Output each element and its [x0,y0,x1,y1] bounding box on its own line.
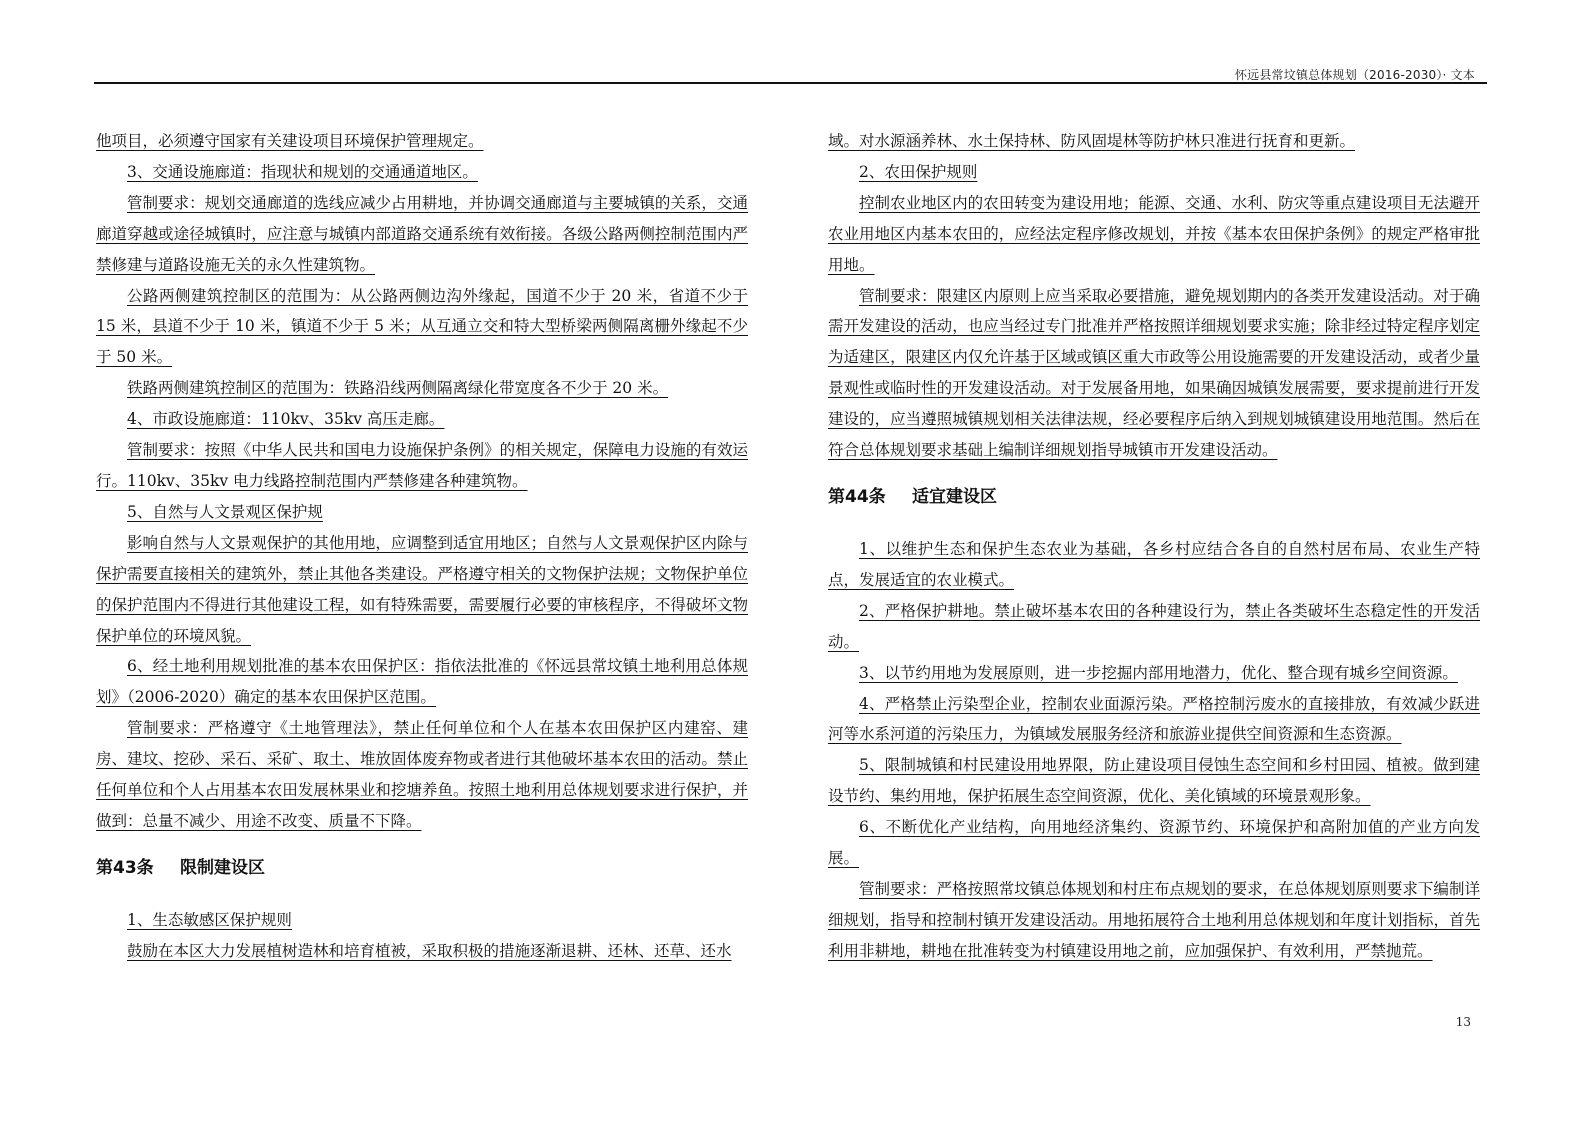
paragraph: 2、严格保护耕地。禁止破坏基本农田的各种建设行为，禁止各类破坏生态稳定性的开发活动。 [828,601,1480,651]
paragraph: 2、农田保护规则 [859,162,978,181]
paragraph: 管制要求：严格按照常坟镇总体规划和村庄布点规划的要求，在总体规划原则要求下编制详细规划，指导和控制村镇开发建设活动。用地拓展符合土地利用总体规划和年度计划指标，首先利用非耕地，耕地在批准转变为村镇建设用地之前，应加强保护、有效利用，严禁抛荒。 [828,879,1480,960]
header-rule [94,82,1487,84]
header-title: 怀远县常坟镇总体规划（2016-2030）· 文本 [1234,68,1475,82]
paragraph: 3、交通设施廊道：指现状和规划的交通通道地区。 [127,162,478,181]
section-title: 适宜建设区 [912,486,997,507]
paragraph: 管制要求：规划交通廊道的选线应减少占用耕地，并协调交通廊道与主要城镇的关系，交通廊道穿越或途径城镇时，应注意与城镇内部道路交通系统有效衔接。各级公路两侧控制范围内严禁修建与道路设施无关的永久性建筑物。 [96,193,748,274]
paragraph: 4、严格禁止污染型企业，控制农业面源污染。严格控制污废水的直接排放，有效减少跃进河等水系河道的污染压力，为镇域发展服务经济和旅游业提供空间资源和生态资源。 [828,694,1480,744]
paragraph: 6、不断优化产业结构，向用地经济集约、资源节约、环境保护和高附加值的产业方向发展。 [828,818,1480,868]
paragraph: 管制要求：按照《中华人民共和国电力设施保护条例》的相关规定，保障电力设施的有效运行。110kv、35kv 电力线路控制范围内严禁修建各种建筑物。 [96,441,748,490]
section-heading-44 [828,482,1480,512]
section-number: 第43条 [96,857,154,878]
section-title: 限制建设区 [180,857,265,878]
paragraph: 5、自然与人文景观区保护规 [127,502,323,521]
paragraph: 6、经土地利用规划批准的基本农田保护区：指依法批准的《怀远县常坟镇土地利用总体规划》（2006-2020）确定的基本农田保护区范围。 [96,657,748,707]
paragraph: 1、生态敏感区保护规则 [127,910,292,929]
paragraph: 5、限制城镇和村民建设用地界限，防止建设项目侵蚀生态空间和乡村田园、植被。做到建设节约、集约用地，保护拓展生态空间资源，优化、美化镇域的环境景观形象。 [828,756,1480,806]
left-column [96,126,748,967]
left-top-paragraphs [96,126,748,837]
section-heading-43 [96,853,748,883]
paragraph: 公路两侧建筑控制区的范围为：从公路两侧边沟外缘起，国道不少于 20 米，省道不少于 15 米，县道不少于 10 米，镇道不少于 5 米；从互通立交和特大型桥梁两侧隔离栅外缘起不少于 50 米。 [96,286,748,367]
left-bottom-paragraphs [96,905,748,967]
right-column [828,126,1480,967]
paragraph: 铁路两侧建筑控制区的范围为：铁路沿线两侧隔离绿化带宽度各不少于 20 米。 [127,379,669,398]
page-number: 13 [1455,1015,1471,1029]
paragraph: 域。对水源涵养林、水土保持林、防风固堤林等防护林只准进行抚育和更新。 [828,132,1356,150]
paragraph: 管制要求：严格遵守《土地管理法》，禁止任何单位和个人在基本农田保护区内建窑、建房、建坟、挖砂、采石、采矿、取土、堆放固体废弃物或者进行其他破坏基本农田的活动。禁止任何单位和个人占用基本农田发展林果业和挖塘养鱼。按照土地利用总体规划要求进行保护，并做到：总量不减少、用途不改变、质量不下降。 [96,719,748,830]
paragraph: 他项目，必须遵守国家有关建设项目环境保护管理规定。 [96,132,484,150]
right-bottom-paragraphs [828,534,1480,967]
paragraph: 4、市政设施廊道：110kv、35kv 高压走廊。 [127,410,445,429]
section-number: 第44条 [828,486,886,507]
paragraph: 影响自然与人文景观保护的其他用地，应调整到适宜用地区；自然与人文景观保护区内除与保护需要直接相关的建筑外，禁止其他各类建设。严格遵守相关的文物保护法规；文物保护单位的保护范围内不得进行其他建设工程，如有特殊需要，需要履行必要的审核程序，不得破坏文物保护单位的环境风貌。 [96,533,748,645]
paragraph: 管制要求：限建区内原则上应当采取必要措施，避免规划期内的各类开发建设活动。对于确需开发建设的活动，也应当经过专门批准并严格按照详细规划要求实施；除非经过特定程序划定为适建区，限建区内仅允许基于区域或镇区重大市政等公用设施需要的开发建设活动，或者少量景观性或临时性的开发建设活动。对于发展备用地，如果确因城镇发展需要，要求提前进行开发建设的，应当遵照城镇规划相关法律法规，经必要程序后纳入到规划城镇建设用地范围。然后在符合总体规划要求基础上编制详细规划指导城镇市开发建设活动。 [828,286,1480,460]
right-top-paragraphs [828,126,1480,466]
paragraph: 鼓励在本区大力发展植树造林和培育植被，采取积极的措施逐渐退耕、还林、还草、还水 [127,941,732,960]
paragraph: 1、以维护生态和保护生态农业为基础，各乡村应结合各自的自然村居布局、农业生产特点，发展适宜的农业模式。 [828,539,1480,589]
paragraph: 3、以节约用地为发展原则，进一步挖掘内部用地潜力，优化、整合现有城乡空间资源。 [859,663,1458,682]
paragraph: 控制农业地区内的农田转变为建设用地；能源、交通、水利、防灾等重点建设项目无法避开农业用地区内基本农田的，应经法定程序修改规划，并按《基本农田保护条例》的规定严格审批用地。 [828,193,1480,274]
